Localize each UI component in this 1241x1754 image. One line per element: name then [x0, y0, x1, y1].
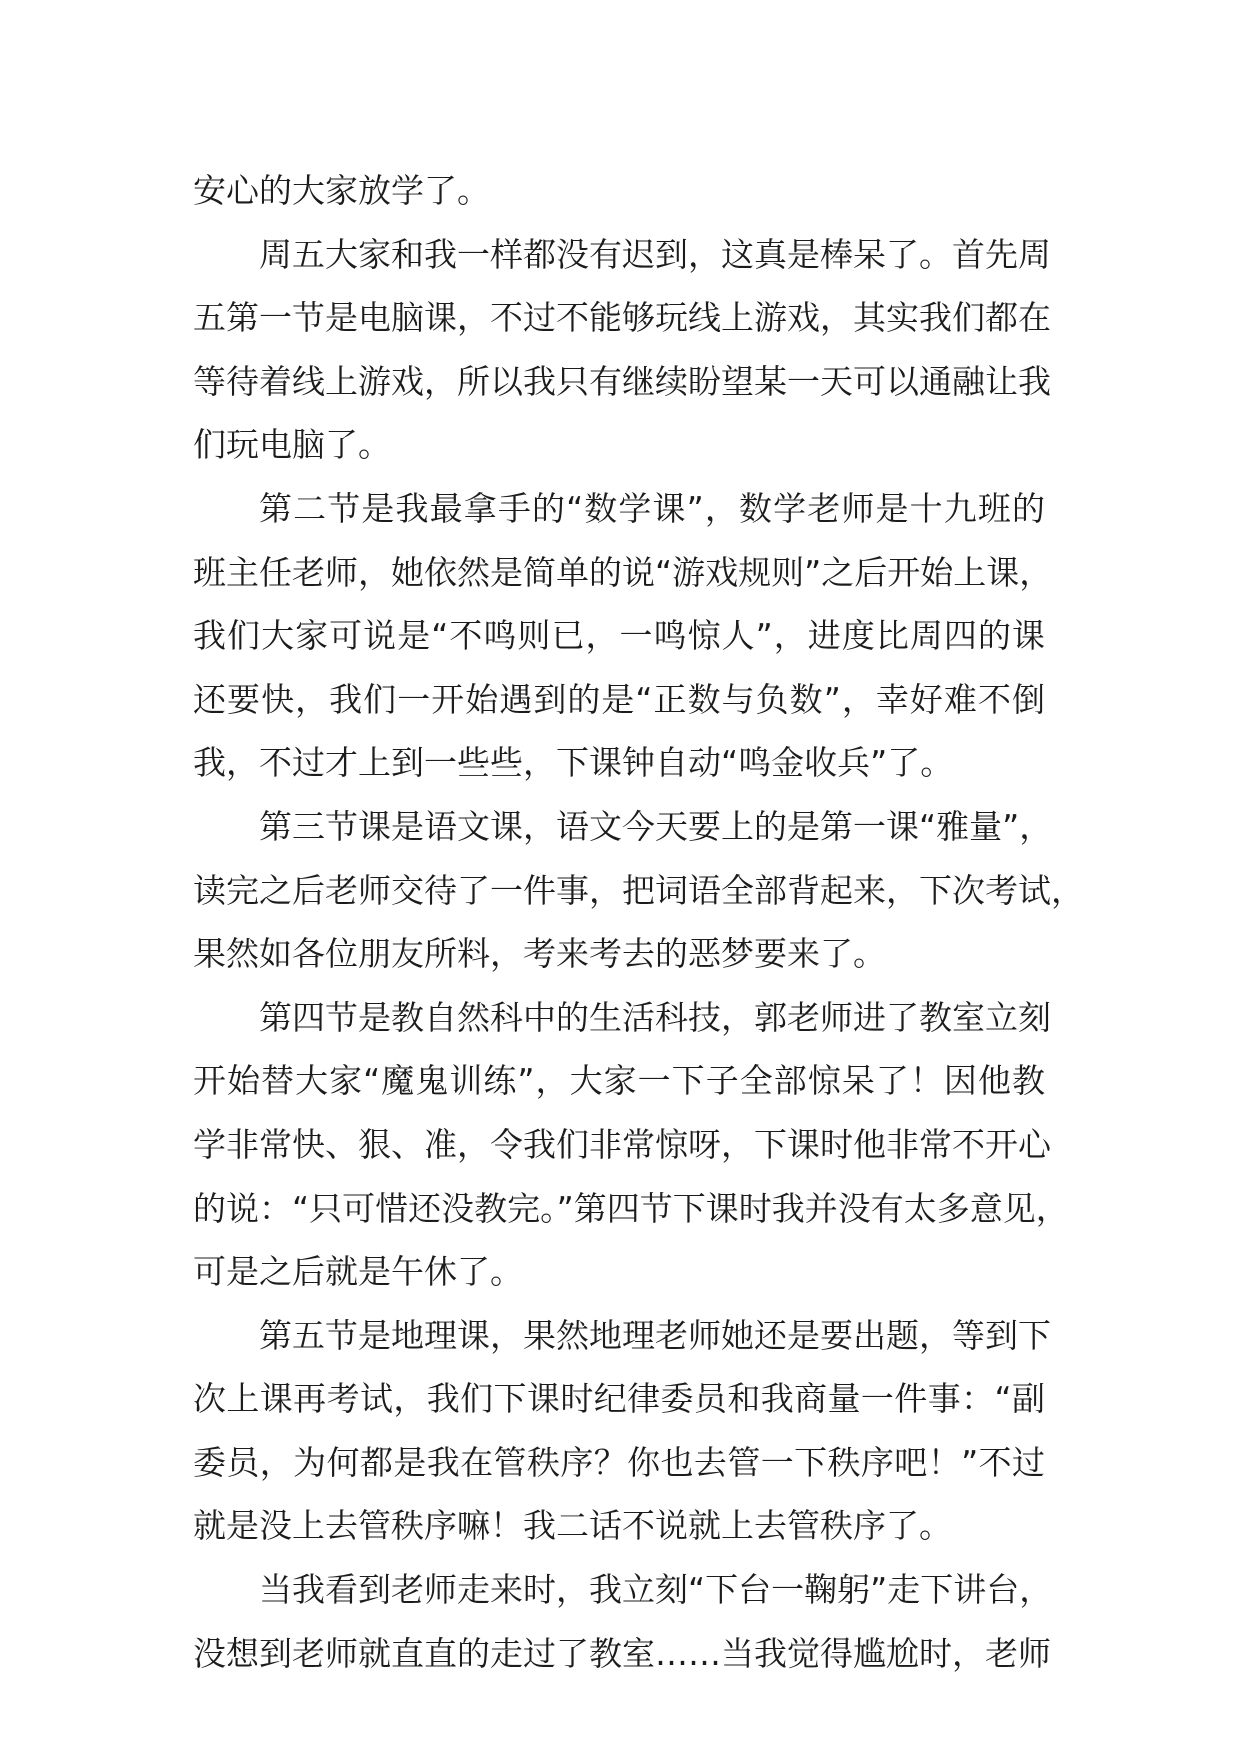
- text-line: 次上课再考试，我们下课时纪律委员和我商量一件事：“副: [193, 1379, 1045, 1419]
- text-line: 周五大家和我一样都没有迟到，这真是棒呆了。首先周: [259, 234, 1051, 274]
- text-line: 班主任老师，她依然是简单的说“游戏规则”之后开始上课，: [193, 552, 1053, 592]
- text-line: 学非常快、狠、准，令我们非常惊呀，下课时他非常不开心: [193, 1124, 1051, 1164]
- paragraph: [193, 223, 1051, 477]
- text-line: 第四节是教自然科中的生活科技，郭老师进了教室立刻: [259, 997, 1051, 1037]
- text-line: 安心的大家放学了。: [193, 171, 490, 210]
- paragraph: [193, 795, 1084, 986]
- paragraph: [193, 477, 1053, 795]
- text-line: 没想到老师就直直的走过了教室……当我觉得尴尬时，老师: [193, 1633, 1051, 1673]
- text-line: 等待着线上游戏，所以我只有继续盼望某一天可以通融让我: [193, 361, 1051, 401]
- text-line: 就是没上去管秩序嘛！我二话不说就上去管秩序了。: [193, 1506, 952, 1546]
- body-text: [193, 159, 1084, 1685]
- text-line: 我们大家可说是“不鸣则已，一鸣惊人”，进度比周四的课: [193, 616, 1045, 656]
- text-line: 果然如各位朋友所料，考来考去的恶梦要来了。: [193, 934, 886, 974]
- paragraph: [193, 159, 1045, 223]
- text-line: 第三节课是语文课，语文今天要上的是第一课“雅量”，: [259, 806, 1053, 846]
- paragraph: [193, 986, 1069, 1304]
- text-line: 第五节是地理课，果然地理老师她还是要出题，等到下: [259, 1315, 1051, 1355]
- text-line: 的说：“只可惜还没教完。”第四节下课时我并没有太多意见，: [193, 1188, 1069, 1228]
- text-line: 还要快，我们一开始遇到的是“正数与负数”，幸好难不倒: [193, 679, 1045, 719]
- text-line: 第二节是我最拿手的“数学课”，数学老师是十九班的: [259, 488, 1045, 528]
- text-line: 当我看到老师走来时，我立刻“下台一鞠躬”走下讲台，: [259, 1570, 1053, 1610]
- text-line: 读完之后老师交待了一件事，把词语全部背起来，下次考试，: [193, 870, 1084, 910]
- paragraph: [193, 1304, 1051, 1558]
- text-line: 们玩电脑了。: [193, 425, 391, 465]
- text-line: 可是之后就是午休了。: [193, 1252, 523, 1292]
- paragraph: [193, 1558, 1053, 1685]
- text-line: 我，不过才上到一些些，下课钟自动“鸣金收兵”了。: [193, 743, 954, 783]
- text-line: 开始替大家“魔鬼训练”，大家一下子全部惊呆了！因他教: [193, 1061, 1045, 1101]
- text-line: 五第一节是电脑课，不过不能够玩线上游戏，其实我们都在: [193, 298, 1051, 338]
- text-line: 委员，为何都是我在管秩序？你也去管一下秩序吧！”不过: [193, 1442, 1045, 1482]
